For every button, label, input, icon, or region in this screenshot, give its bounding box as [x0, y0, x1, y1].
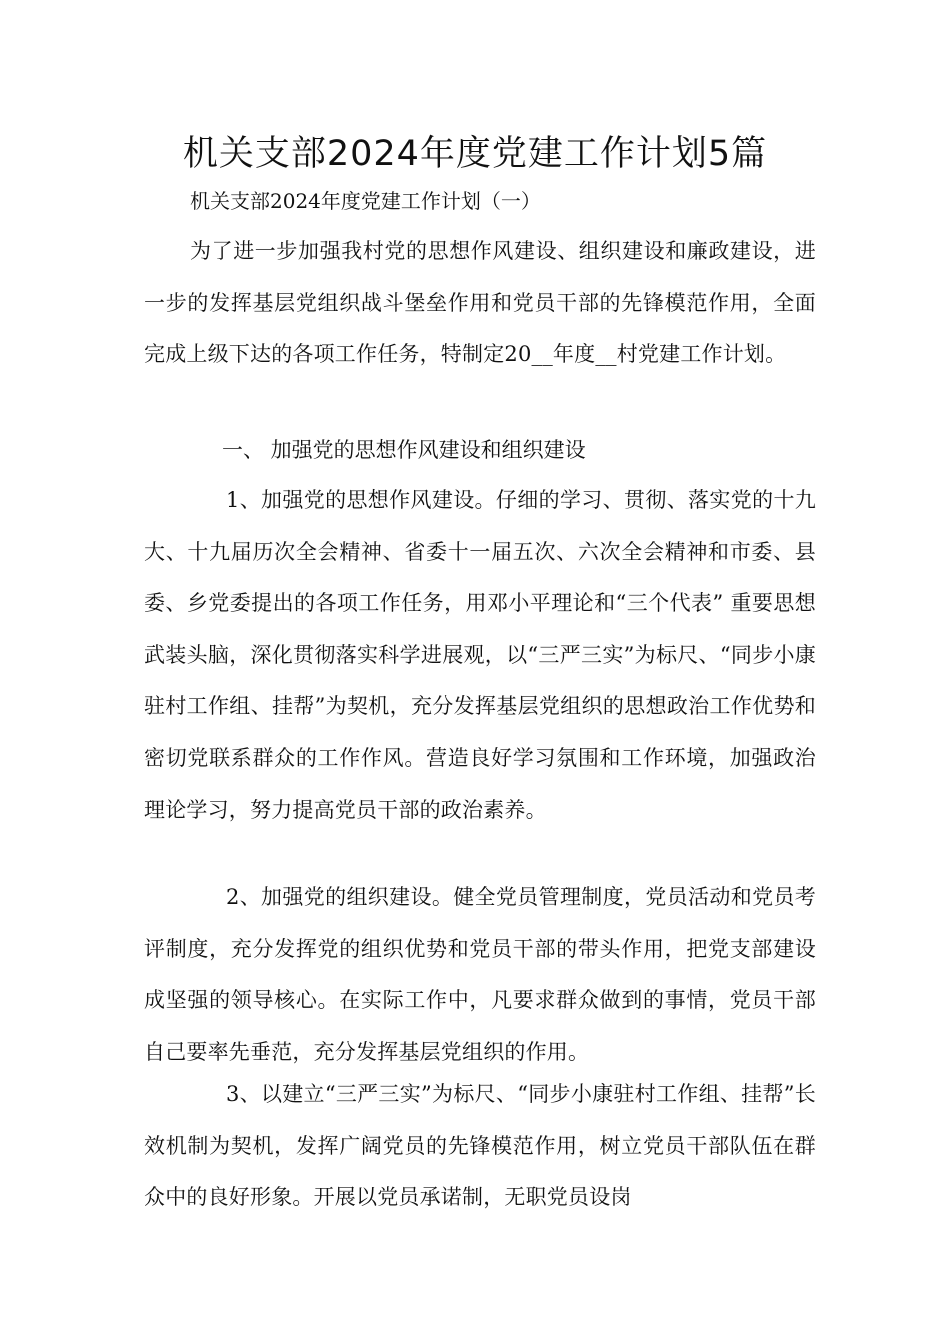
item-paragraph-3: 3、以建立“三严三实”为标尺、“同步小康驻村工作组、挂帮”长效机制为契机，发挥广阔党员的先锋模范作用，树立党员干部队伍在群众中的良好形象。开展以党员承诺制，无职党员设岗: [144, 1082, 816, 1210]
intro-paragraph: 为了进一步加强我村党的思想作风建设、组织建设和廉政建设，进一步的发挥基层党组织战斗堡垒作用和党员干部的先锋模范作用，全面完成上级下达的各项工作任务，特制定20__年度__村党建工作计划。: [144, 239, 816, 367]
document-subtitle: 机关支部2024年度党建工作计划（一）: [190, 189, 541, 213]
document-title: 机关支部2024年度党建工作计划5篇: [182, 134, 768, 174]
section-heading: 一、 加强党的思想作风建设和组织建设: [222, 438, 586, 462]
item-paragraph-2: 2、加强党的组织建设。健全党员管理制度，党员活动和党员考评制度，充分发挥党的组织优势和党员干部的带头作用，把党支部建设成坚强的领导核心。在实际工作中，凡要求群众做到的事情，党员干部自己要率先垂范，充分发挥基层党组织的作用。: [144, 885, 816, 1064]
item-paragraph-1: 1、加强党的思想作风建设。仔细的学习、贯彻、落实党的十九大、十九届历次全会精神、省委十一届五次、六次全会精神和市委、县委、乡党委提出的各项工作任务，用邓小平理论和“三个代表” 重要思想武装头脑，深化贯彻落实科学进展观，以“三严三实”为标尺、“同步小康驻村工作组、挂帮”为契机，充分发挥基层党组织的思想政治工作优势和密切党联系群众的工作作风。营造良好学习氛围和工作环境，加强政治理论学习，努力提高党员干部的政治素养。: [144, 488, 816, 822]
